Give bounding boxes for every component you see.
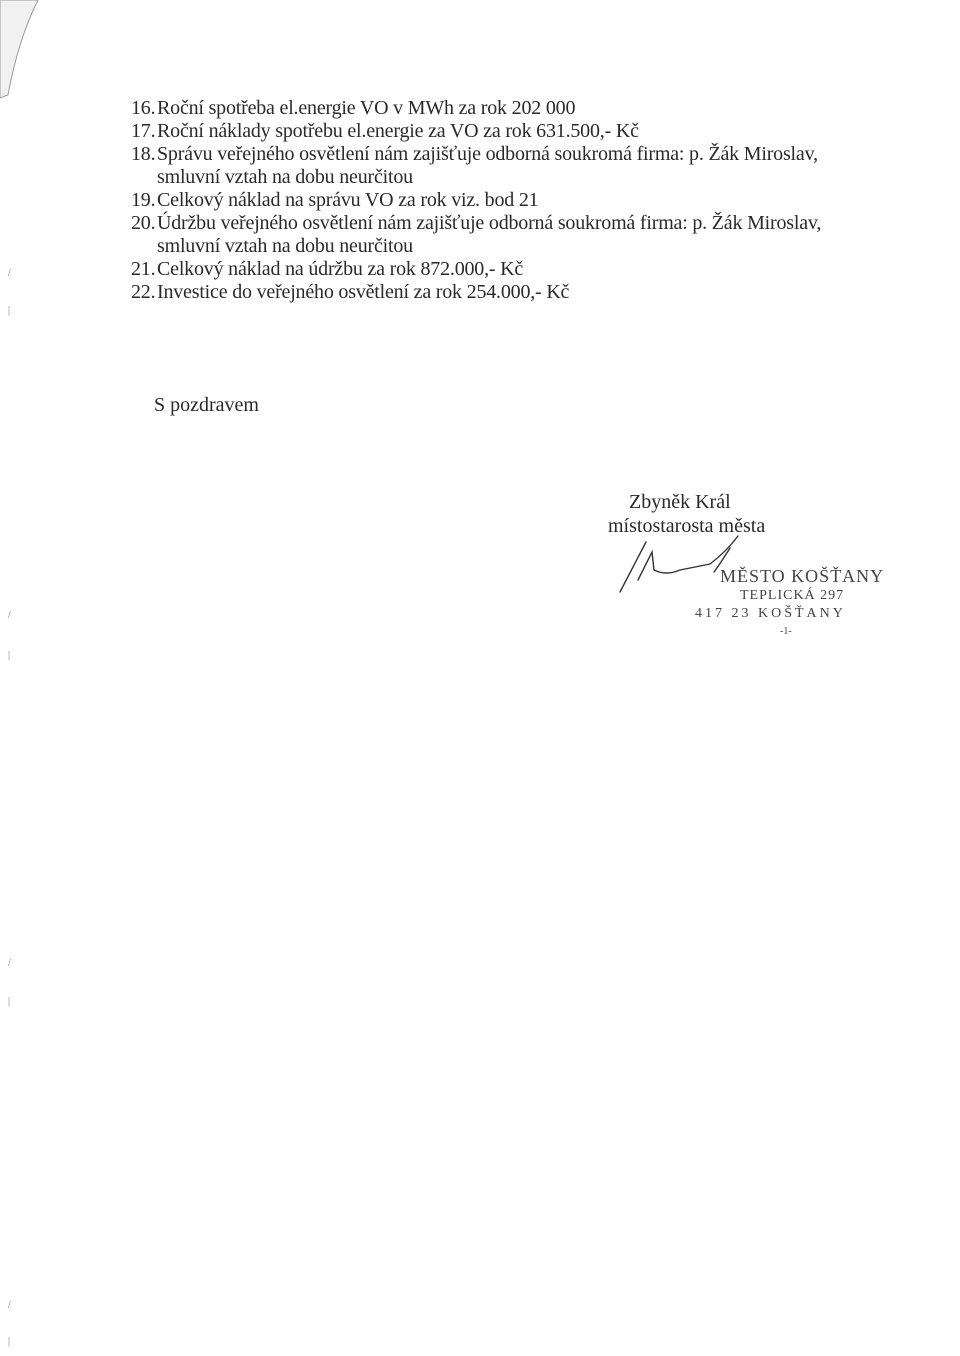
list-item [131,97,871,120]
item-number: 18. [131,143,156,165]
stamp-line-4: -1- [780,626,792,637]
item-number: 21. [131,258,156,280]
item-text: Investice do veřejného osvětlení za rok 254.000,- Kč [157,281,570,303]
list-item [131,120,871,143]
signatory-name: Zbyněk Král [629,491,731,513]
item-number: 17. [131,120,156,142]
item-text: Roční spotřeba el.energie VO v MWh za rok 202 000 [157,97,576,119]
item-text: Celkový náklad na údržbu za rok 872.000,- Kč [157,258,524,280]
list-item [131,212,871,258]
stamp-line-1: MĚSTO KOŠŤANY [720,566,885,586]
item-number: 16. [131,97,156,119]
page-corner-fold [0,0,60,100]
list-item [131,143,871,189]
item-text-line: Údržbu veřejného osvětlení nám zajišťuje odborná soukromá firma: p. Žák Miroslav, [157,212,822,234]
item-number: 19. [131,189,156,211]
signatory-title: místostarosta města [608,515,766,537]
closing-greeting: S pozdravem [154,394,259,416]
item-text: Roční náklady spotřebu el.energie za VO za rok 631.500,- Kč [157,120,639,142]
stamp-line-3: 417 23 KOŠŤANY [695,606,846,621]
numbered-list [131,97,871,304]
stamp-line-2: TEPLICKÁ 297 [740,588,845,603]
item-text [157,143,871,189]
item-number: 22. [131,281,156,303]
list-item [131,189,871,212]
item-text [157,212,871,258]
list-item [131,281,871,304]
item-number: 20. [131,212,156,234]
item-text-continuation: smluvní vztah na dobu neurčitou [157,235,413,257]
list-item [131,258,871,281]
item-text-line: Správu veřejného osvětlení nám zajišťuje odborná soukromá firma: p. Žák Miroslav, [157,143,818,165]
item-text: Celkový náklad na správu VO za rok viz. bod 21 [157,189,539,211]
item-text-continuation: smluvní vztah na dobu neurčitou [157,166,413,188]
handwritten-signature [610,530,760,600]
document-page: / | / | / | / | 16. Roční spotřeba el.energie VO v MWh za rok 202 000 17. Roční náklady spotřebu el.energie za VO za rok 631.500,- Kč 18. Správu veřejného osvětlení nám zajišťuje odborná soukromá firma: p. Žák Miroslav, smluvní vztah na dobu neurčitou 19. Celkový náklad na správu VO za rok viz. bod 21 20. Údržbu veřejného osvětlení nám zajišťuje odborná soukromá firma: p. Žák Miroslav, smluvní vztah na dobu neurčitou 21. Celkový náklad na údržbu za rok 872.000,- Kč 22. Investice do veřejného osvětlení za rok 254.000,- Kč S pozdravem Zbyněk Král místostarosta města MĚSTO KOŠŤANY TEPLICKÁ 297 417 23 KOŠŤANY -1- [0,0,960,1356]
